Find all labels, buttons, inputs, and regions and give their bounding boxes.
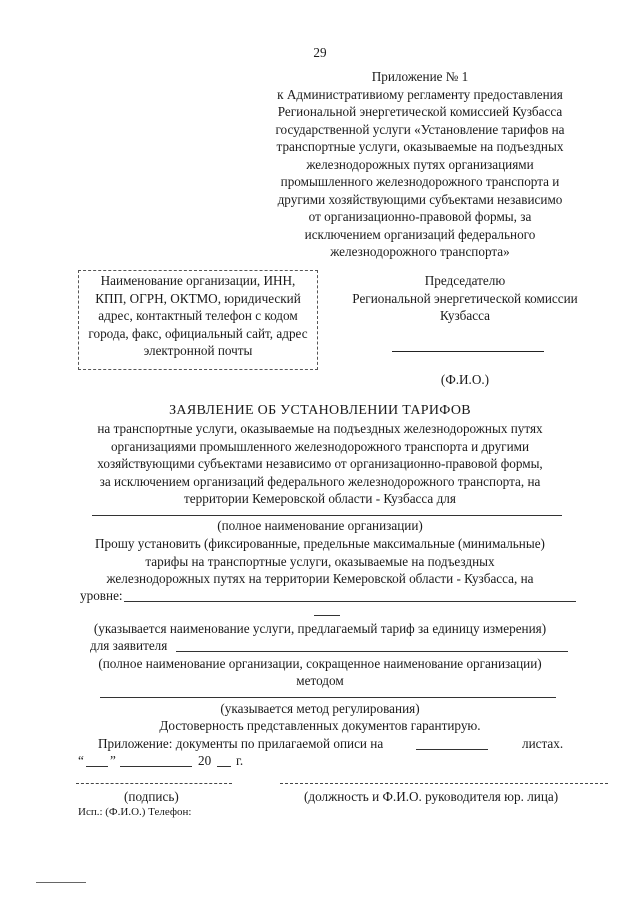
level-blank-line <box>124 601 576 602</box>
org-box-line: Наименование организации, ИНН, <box>100 273 296 288</box>
signature-blank-line <box>76 783 232 784</box>
date-year-prefix: 20 <box>198 753 212 768</box>
page-number: 29 <box>313 45 327 60</box>
annex-line: промышленного железнодорожного транспорта и <box>280 174 560 189</box>
guarantee-text: Достоверность представленных документов гарантирую. <box>159 718 481 733</box>
position-blank-line <box>280 783 608 784</box>
request-line: тарифы на транспортные услуги, оказываемые на подъездных <box>145 554 495 569</box>
org-box-line: города, факс, официальный сайт, адрес <box>88 325 308 341</box>
annex-line: государственной услуги «Установление тарифов на <box>275 121 565 137</box>
recipient-line: Региональной энергетической комиссии <box>352 290 578 306</box>
date-year-suffix: г. <box>236 753 244 768</box>
level-blank-tail <box>314 615 340 616</box>
annex-line: транспортные услуги, оказываемые на подъездных <box>276 139 564 154</box>
annex-block <box>250 68 590 261</box>
method-caption: (указывается метод регулирования) <box>220 701 420 716</box>
subtitle-line: организациями промышленного железнодорожного транспорта и другими <box>110 438 530 454</box>
date-quote-close: ” <box>110 753 116 768</box>
footnote-separator <box>36 882 86 883</box>
annex-line: от организационно-правовой формы, за <box>308 209 532 224</box>
subtitle-line: за исключением организаций федерального железнодорожного транспорта, на <box>99 473 541 489</box>
position-caption: (должность и Ф.И.О. руководителя юр. лица) <box>304 789 559 804</box>
service-caption: (указывается наименование услуги, предлагаемый тариф за единицу измерения) <box>93 621 547 636</box>
method-blank-line <box>100 697 556 698</box>
org-box-line: электронной почты <box>143 343 253 358</box>
application-title: ЗАЯВЛЕНИЕ ОБ УСТАНОВЛЕНИИ ТАРИФОВ <box>169 403 471 418</box>
subtitle-line: территории Кемеровской области - Кузбасса для <box>184 491 456 506</box>
annex-title: Приложение № 1 <box>371 69 469 84</box>
org-name-blank-line <box>92 515 562 516</box>
organization-details-box <box>78 270 318 370</box>
annex-line: другими хозяйствующими субъектами независимо <box>277 191 563 207</box>
annex-line: к Административиому регламенту предоставления <box>277 86 563 102</box>
attachment-count-blank <box>416 749 488 750</box>
date-month-blank <box>120 766 192 767</box>
request-line: железнодорожных путях на территории Кемеровской области - Кузбасса, на <box>106 571 534 586</box>
attachment-sheets-label: листах. <box>522 736 564 751</box>
subtitle-line: на транспортные услуги, оказываемые на подъездных железнодорожных путях <box>97 421 543 436</box>
for-applicant-label: для заявителя <box>90 638 168 653</box>
signature-caption: (подпись) <box>124 789 179 804</box>
org-full-name-caption: (полное наименование организации) <box>217 518 423 533</box>
annex-line: железнодорожных путях организациями <box>306 156 534 172</box>
method-label: методом <box>296 673 344 688</box>
date-quote-open: “ <box>78 753 84 768</box>
org-box-line: адрес, контактный телефон с кодом <box>98 308 298 323</box>
recipient-block <box>340 272 590 325</box>
recipient-name-line <box>392 351 544 352</box>
recipient-fio-caption: (Ф.И.О.) <box>440 372 490 387</box>
subtitle-line: хозяйствующими субъектами независимо от организационно-правовой формы, <box>97 456 543 471</box>
annex-line: Региональной энергетической комиссией Кузбасса <box>277 104 563 119</box>
org-box-line: КПП, ОГРН, ОКТМО, юридический <box>95 290 301 306</box>
attachment-label: Приложение: документы по прилагаемой описи на <box>98 736 384 751</box>
date-day-blank <box>86 766 108 767</box>
level-label: уровне: <box>80 588 123 603</box>
annex-line: исключением организаций федерального <box>304 226 536 242</box>
applicant-blank-line <box>176 651 568 652</box>
org-names-caption: (полное наименование организации, сокращенное наименование организации) <box>98 656 542 671</box>
request-line: Прошу установить (фиксированные, предельные максимальные (минимальные) <box>95 536 545 551</box>
annex-line: железнодорожного транспорта» <box>330 244 510 259</box>
recipient-line: Кузбасса <box>440 308 490 323</box>
executor-line: Исп.: (Ф.И.О.) Телефон: <box>78 806 192 818</box>
application-subtitle <box>60 420 580 508</box>
recipient-line: Председателю <box>424 273 506 288</box>
date-year-blank <box>217 766 231 767</box>
